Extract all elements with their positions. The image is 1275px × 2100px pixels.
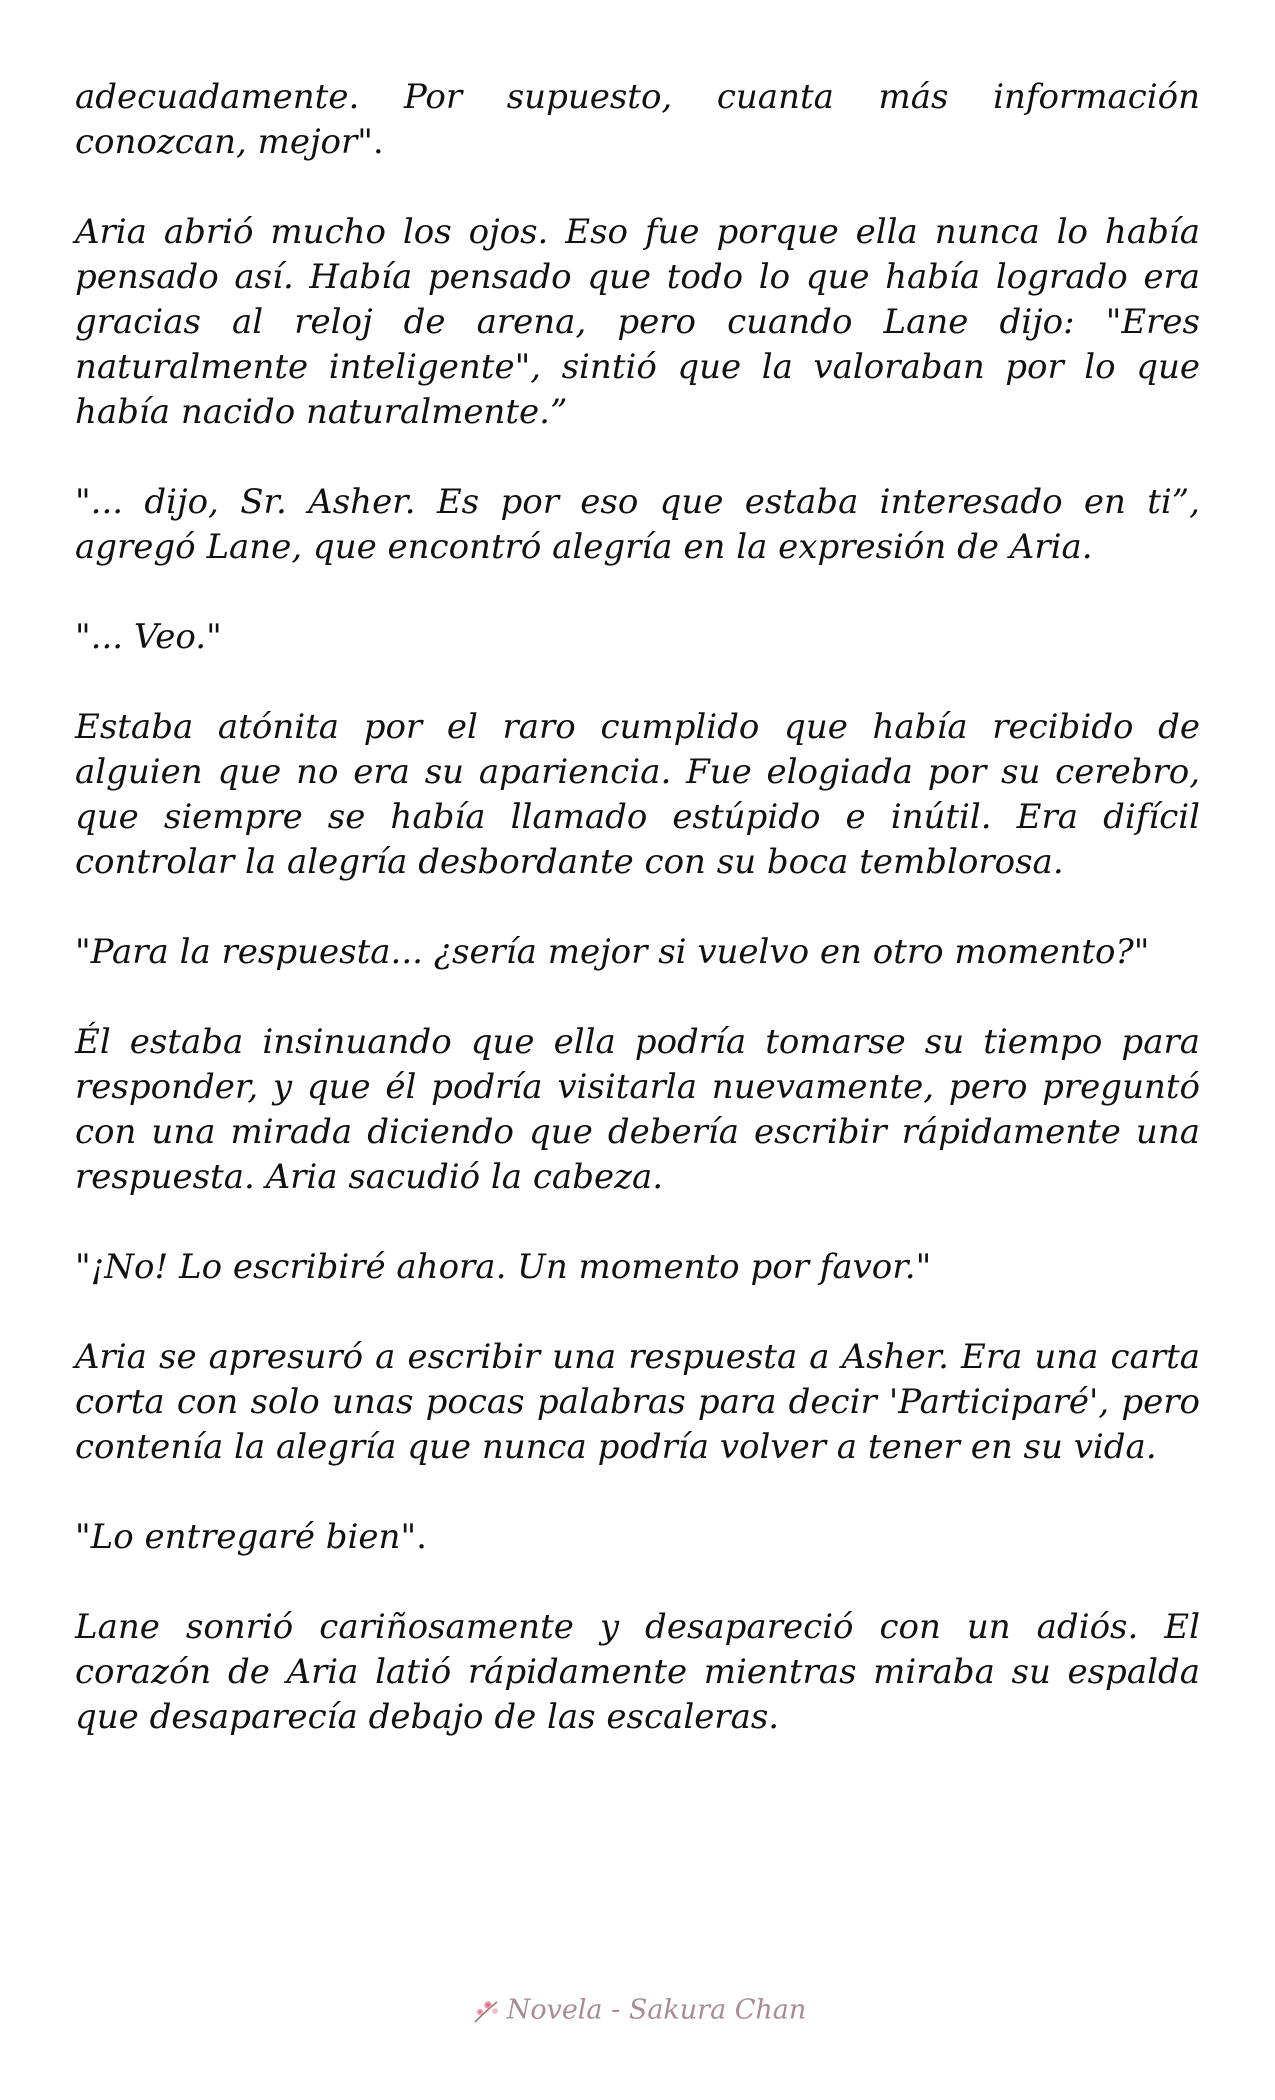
text-run: Lo entregaré bien: [90, 1517, 401, 1557]
watermark: [0, 1994, 1275, 2028]
watermark-text: Novela - Sakura Chan: [506, 1994, 807, 2026]
text-run: ": [514, 347, 531, 387]
paragraph: [75, 1515, 1200, 1560]
text-run: ': [1089, 1382, 1099, 1422]
text-run: , sintió que la valoraban por lo que había nacido naturalmente.”: [75, 347, 1200, 432]
text-run: ": [75, 482, 91, 522]
text-run: ": [206, 617, 222, 657]
text-run: Participaré: [898, 1382, 1090, 1422]
text-run: ¡No! Lo escribiré ahora. Un momento por favor.: [90, 1247, 916, 1287]
text-run: ": [1105, 302, 1122, 342]
paragraph: [75, 75, 1200, 165]
text-run: , pero contenía la alegría que nunca podría volver a tener en su vida.: [75, 1382, 1200, 1467]
text-run: ': [888, 1382, 899, 1422]
text-run: Aria abrió mucho los ojos. Eso fue porque ella nunca lo había pensado así. Había pensado que todo lo que había logrado era gracias al reloj de arena, pero cuando Lane dijo:: [75, 212, 1200, 342]
paragraph: [75, 1245, 1200, 1290]
text-run: adecuadamente. Por supuesto, cuanta más información conozcan, mejor: [75, 77, 1200, 162]
text-run: ": [75, 617, 91, 657]
text-run: ".: [400, 1517, 427, 1557]
text-run: ... Veo.: [90, 617, 207, 657]
paragraph: [75, 1335, 1200, 1470]
text-run: Eres naturalmente inteligente: [75, 302, 1200, 387]
text-run: ": [915, 1247, 932, 1287]
text-run: Lane sonrió cariñosamente y desapareció con un adiós. El corazón de Aria latió rápidamente mientras miraba su espalda que desaparecía debajo de las escaleras.: [75, 1607, 1200, 1737]
paragraph: [75, 1605, 1200, 1740]
text-run: ... dijo, Sr. Asher. Es por eso que estaba interesado en ti”, agregó Lane, que encontró alegría en la expresión de Aria.: [75, 482, 1200, 567]
document-body: [75, 75, 1200, 1785]
paragraph: [75, 480, 1200, 570]
paragraph: [75, 210, 1200, 435]
paragraph: [75, 1020, 1200, 1200]
text-run: Estaba atónita por el raro cumplido que había recibido de alguien que no era su apariencia. Fue elogiada por su cerebro, que siempre se había llamado estúpido e inútil. Era difícil controlar la alegría desbordante con su boca temblorosa.: [75, 707, 1200, 882]
paragraph: [75, 930, 1200, 975]
text-run: ": [1133, 932, 1150, 972]
paragraph: [75, 615, 1200, 660]
text-run: Para la respuesta... ¿sería mejor si vuelvo en otro momento?: [90, 932, 1134, 972]
cherry-blossom-icon: [469, 1994, 503, 2028]
text-run: ": [75, 1247, 91, 1287]
text-run: ": [75, 1517, 91, 1557]
text-run: Él estaba insinuando que ella podría tomarse su tiempo para responder, y que él podría visitarla nuevamente, pero preguntó con una mirada diciendo que debería escribir rápidamente una respuesta. Aria sacudió la cabeza.: [75, 1022, 1200, 1197]
paragraph: [75, 705, 1200, 885]
text-run: ".: [357, 122, 384, 162]
text-run: Aria se apresuró a escribir una respuesta a Asher. Era una carta corta con solo unas pocas palabras para decir: [75, 1337, 1200, 1422]
text-run: ": [75, 932, 91, 972]
